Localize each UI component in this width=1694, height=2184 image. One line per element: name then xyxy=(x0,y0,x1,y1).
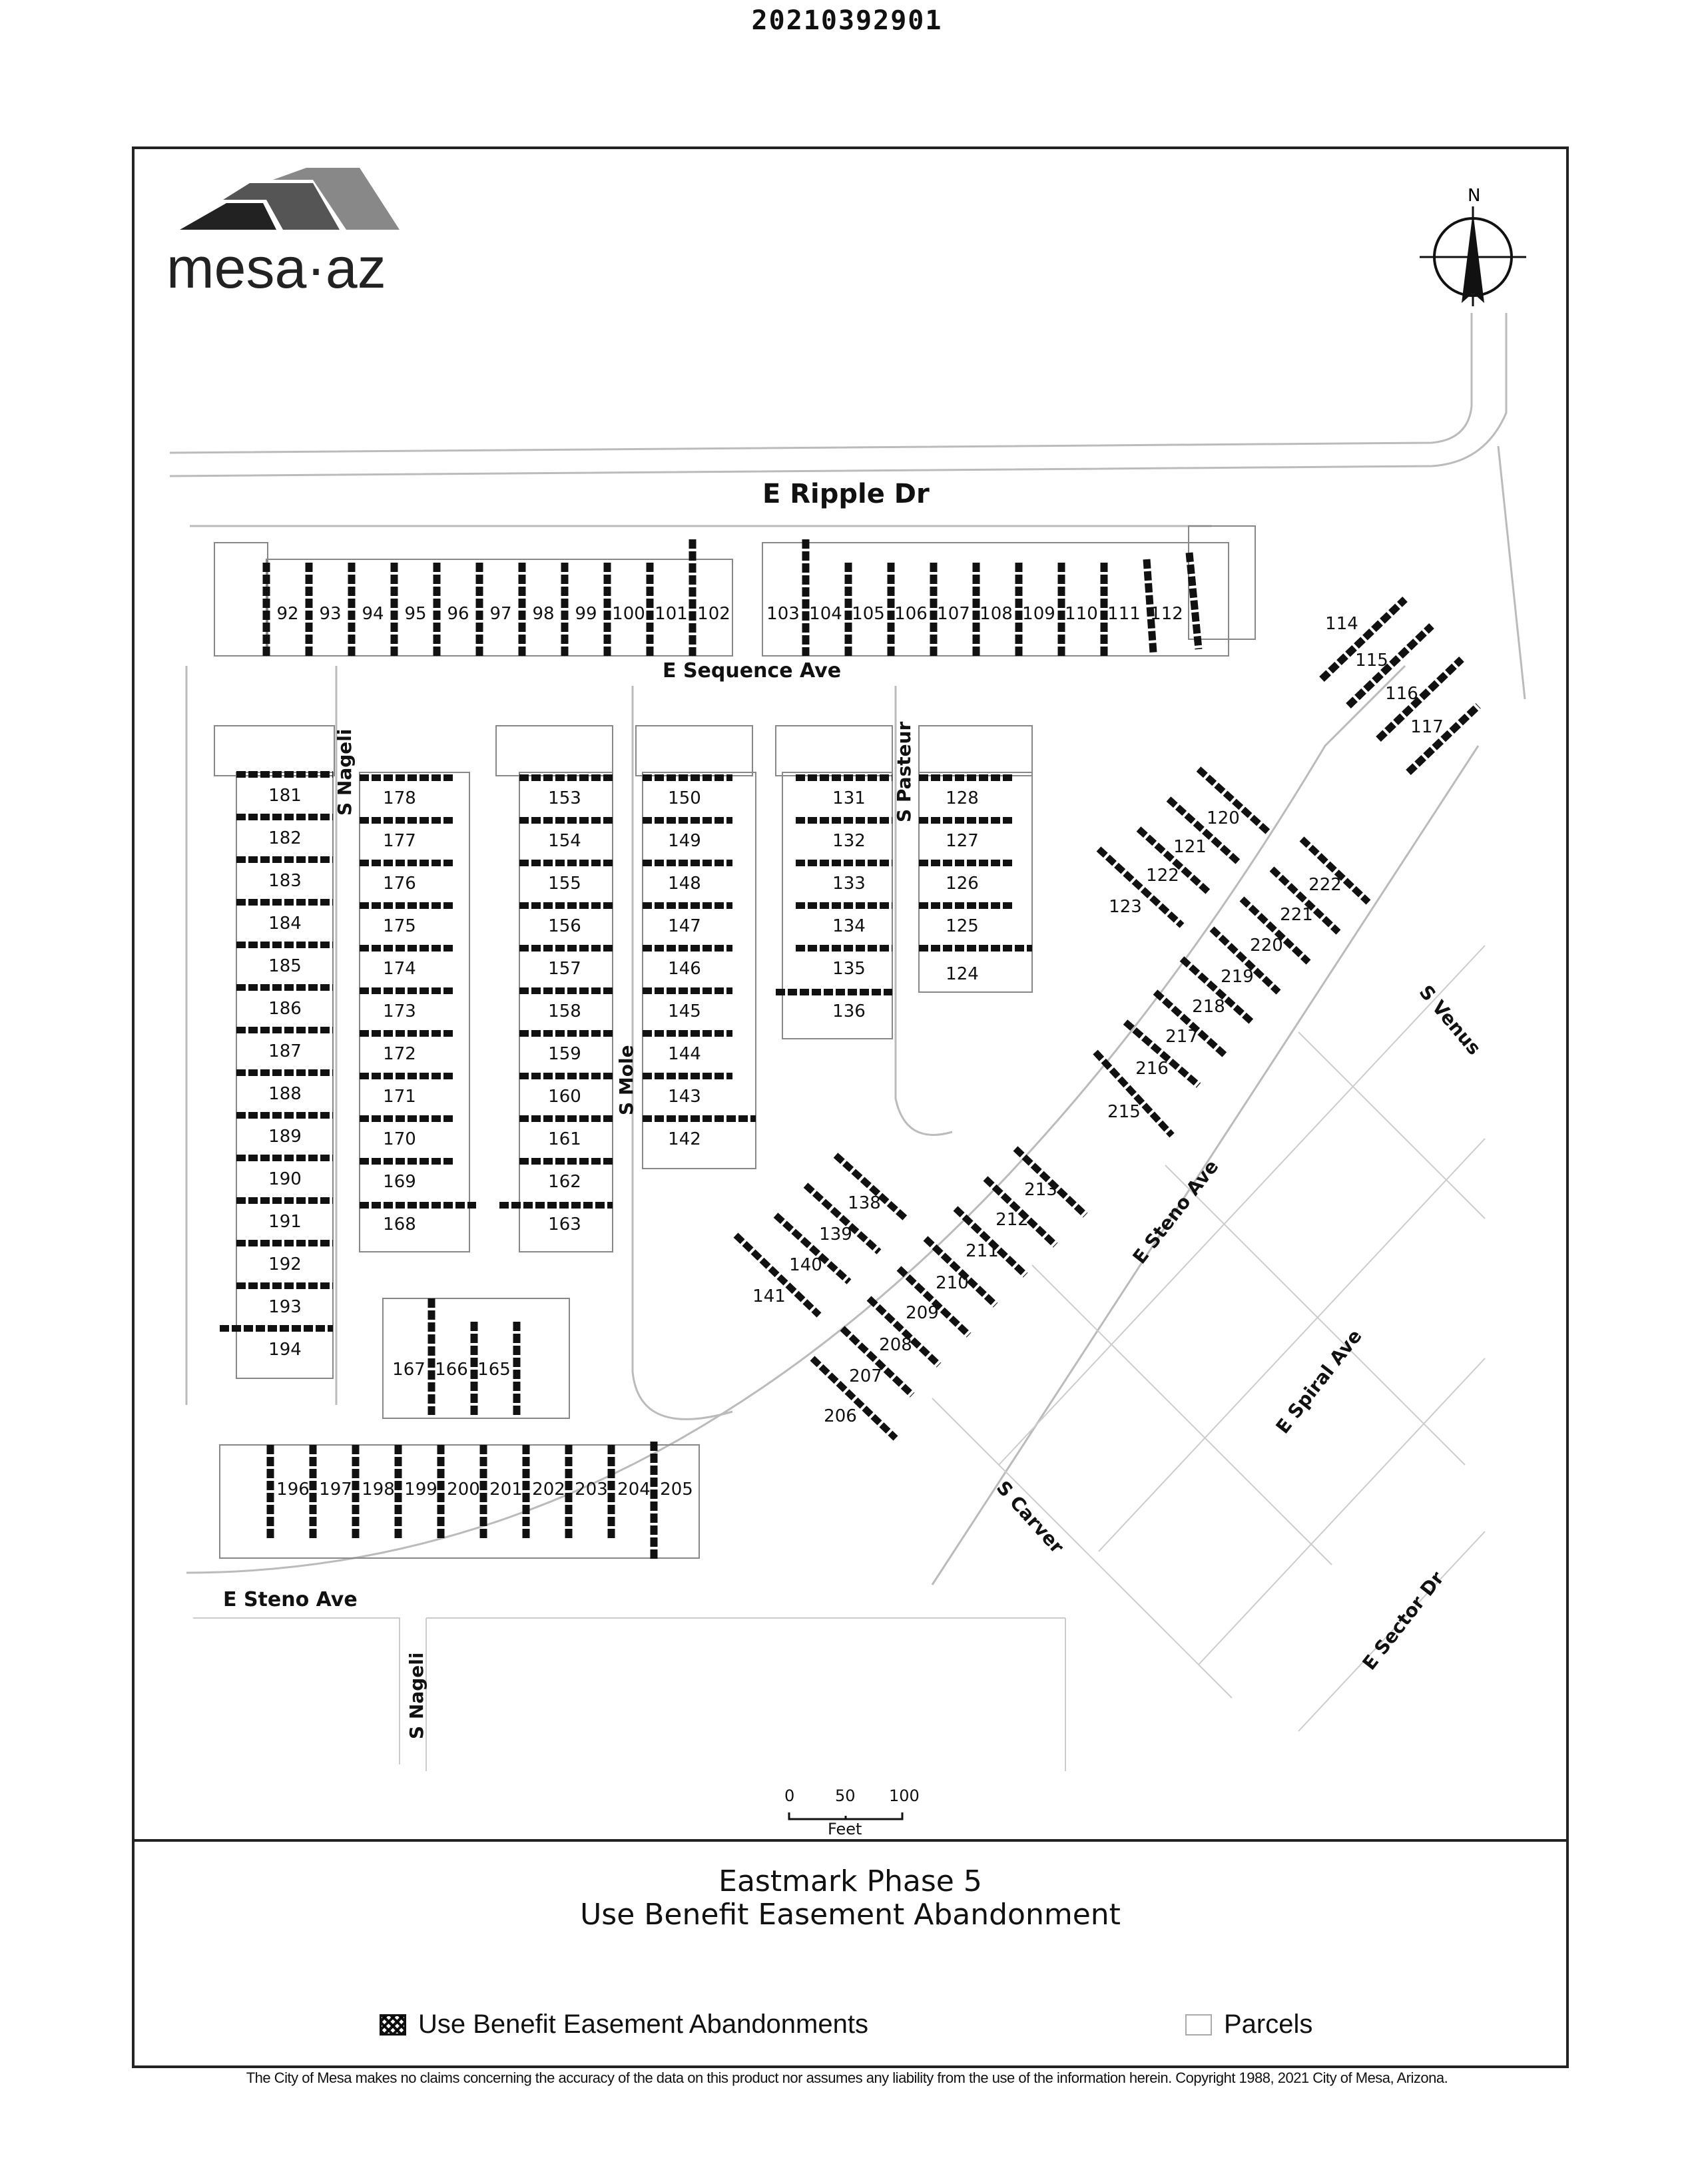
lot-label-187: 187 xyxy=(268,1041,302,1061)
lot-label-163: 163 xyxy=(548,1215,581,1234)
lot-label-124: 124 xyxy=(946,964,979,984)
lot-label-123: 123 xyxy=(1109,897,1142,917)
scale-unit: Feet xyxy=(828,1820,862,1838)
lot-label-189: 189 xyxy=(268,1127,302,1147)
lot-label-170: 170 xyxy=(383,1129,416,1149)
lot-label-108: 108 xyxy=(980,604,1013,624)
map-subtitle: Use Benefit Easement Abandonment xyxy=(580,1898,1121,1932)
lot-label-181: 181 xyxy=(268,786,302,806)
lot-label-135: 135 xyxy=(832,959,866,979)
map-title: Eastmark Phase 5 xyxy=(718,1864,982,1898)
lot-label-143: 143 xyxy=(668,1087,701,1107)
lot-label-193: 193 xyxy=(268,1297,302,1317)
lot-label-156: 156 xyxy=(548,916,581,936)
lot-label-105: 105 xyxy=(852,604,885,624)
lot-label-198: 198 xyxy=(362,1480,395,1500)
lot-label-159: 159 xyxy=(548,1044,581,1064)
lot-label-131: 131 xyxy=(832,788,866,808)
lot-label-166: 166 xyxy=(435,1360,468,1380)
lot-label-109: 109 xyxy=(1022,604,1055,624)
lot-label-184: 184 xyxy=(268,914,302,934)
lot-label-96: 96 xyxy=(447,604,469,624)
lot-label-160: 160 xyxy=(548,1087,581,1107)
lot-label-121: 121 xyxy=(1173,837,1207,857)
disclaimer: The City of Mesa makes no claims concerning the accuracy of the data on this product nor assumes any liability from the use of the information herein. Copyright 1988, 2021 City of Mesa, Arizona. xyxy=(246,2069,1448,2086)
street-s-mole: S Mole xyxy=(615,1045,637,1115)
lot-label-147: 147 xyxy=(668,916,701,936)
lot-label-110: 110 xyxy=(1065,604,1098,624)
lot-label-220: 220 xyxy=(1250,936,1283,956)
lot-label-120: 120 xyxy=(1207,808,1240,828)
lot-label-93: 93 xyxy=(319,604,342,624)
scale-tick-100: 100 xyxy=(889,1786,920,1805)
lot-label-157: 157 xyxy=(548,959,581,979)
scale-bar xyxy=(784,1786,920,1838)
lot-label-183: 183 xyxy=(268,871,302,891)
lot-label-116: 116 xyxy=(1385,684,1418,704)
lot-label-126: 126 xyxy=(946,874,979,894)
lot-label-205: 205 xyxy=(660,1480,693,1500)
lot-labels xyxy=(268,604,1444,1500)
lot-label-185: 185 xyxy=(268,956,302,976)
lot-label-169: 169 xyxy=(383,1172,416,1192)
lot-label-127: 127 xyxy=(946,831,979,851)
lot-label-112: 112 xyxy=(1150,604,1183,624)
lot-label-175: 175 xyxy=(383,916,416,936)
lot-label-222: 222 xyxy=(1308,875,1342,895)
lot-label-106: 106 xyxy=(894,604,928,624)
parcel-swatch-icon xyxy=(1185,2014,1212,2036)
street-e-ripple-dr: E Ripple Dr xyxy=(762,479,930,509)
lot-label-99: 99 xyxy=(575,604,597,624)
lot-label-128: 128 xyxy=(946,788,979,808)
lot-label-207: 207 xyxy=(849,1366,882,1386)
lot-label-221: 221 xyxy=(1280,905,1313,925)
lot-label-153: 153 xyxy=(548,788,581,808)
lot-label-162: 162 xyxy=(548,1172,581,1192)
lot-label-206: 206 xyxy=(824,1406,857,1426)
lot-label-100: 100 xyxy=(612,604,645,624)
legend-parcels xyxy=(1185,2010,1312,2040)
lot-label-191: 191 xyxy=(268,1212,302,1232)
logo-text: mesa·az xyxy=(166,236,386,300)
street-s-pasteur: S Pasteur xyxy=(893,721,915,822)
hatch-swatch-icon xyxy=(380,2014,406,2036)
street-s-venus: S Venus xyxy=(1414,981,1486,1059)
lot-label-168: 168 xyxy=(383,1215,416,1234)
lot-label-174: 174 xyxy=(383,959,416,979)
lot-label-149: 149 xyxy=(668,831,701,851)
lot-label-210: 210 xyxy=(936,1273,969,1293)
lot-label-173: 173 xyxy=(383,1001,416,1021)
lot-label-177: 177 xyxy=(383,831,416,851)
lot-label-194: 194 xyxy=(268,1340,302,1360)
lot-label-203: 203 xyxy=(575,1480,608,1500)
mesa-logo xyxy=(166,168,400,300)
lot-label-114: 114 xyxy=(1325,614,1358,634)
lot-label-204: 204 xyxy=(617,1480,651,1500)
street-e-sequence-ave: E Sequence Ave xyxy=(663,659,842,682)
street-e-steno-ave-west: E Steno Ave xyxy=(223,1588,358,1611)
lot-label-138: 138 xyxy=(848,1193,881,1213)
lot-label-216: 216 xyxy=(1135,1059,1169,1079)
lot-label-92: 92 xyxy=(276,604,299,624)
street-e-spiral-ave: E Spiral Ave xyxy=(1271,1325,1366,1438)
lot-label-144: 144 xyxy=(668,1044,701,1064)
lot-label-142: 142 xyxy=(668,1129,701,1149)
street-e-sector-dr: E Sector Dr xyxy=(1358,1567,1449,1675)
lot-label-139: 139 xyxy=(819,1225,852,1244)
lot-label-141: 141 xyxy=(752,1286,786,1306)
lot-label-211: 211 xyxy=(966,1241,999,1261)
street-s-nageli-south: S Nageli xyxy=(406,1652,427,1739)
lot-label-172: 172 xyxy=(383,1044,416,1064)
lot-label-98: 98 xyxy=(532,604,555,624)
lot-label-158: 158 xyxy=(548,1001,581,1021)
lot-label-213: 213 xyxy=(1024,1180,1057,1200)
lot-label-150: 150 xyxy=(668,788,701,808)
lot-label-197: 197 xyxy=(319,1480,352,1500)
lot-label-192: 192 xyxy=(268,1254,302,1274)
lot-label-132: 132 xyxy=(832,831,866,851)
lot-label-133: 133 xyxy=(832,874,866,894)
lot-label-190: 190 xyxy=(268,1169,302,1189)
lot-label-136: 136 xyxy=(832,1001,866,1021)
lot-label-94: 94 xyxy=(362,604,384,624)
lot-label-103: 103 xyxy=(766,604,800,624)
lot-label-107: 107 xyxy=(937,604,970,624)
lot-label-117: 117 xyxy=(1410,717,1444,737)
lot-label-167: 167 xyxy=(392,1360,425,1380)
lot-label-202: 202 xyxy=(532,1480,565,1500)
document-number: 20210392901 xyxy=(751,5,943,36)
lot-label-161: 161 xyxy=(548,1129,581,1149)
street-s-carver: S Carver xyxy=(991,1476,1069,1558)
lot-label-178: 178 xyxy=(383,788,416,808)
lot-label-122: 122 xyxy=(1146,866,1179,886)
street-e-steno-ave-diag: E Steno Ave xyxy=(1128,1155,1223,1268)
lot-label-111: 111 xyxy=(1107,604,1141,624)
southeast-parcel-grid xyxy=(193,946,1485,1771)
lot-label-171: 171 xyxy=(383,1087,416,1107)
street-s-nageli-north: S Nageli xyxy=(334,728,356,816)
lot-label-125: 125 xyxy=(946,916,979,936)
lot-label-155: 155 xyxy=(548,874,581,894)
legend-abandonments-label: Use Benefit Easement Abandonments xyxy=(418,2010,868,2039)
lot-label-145: 145 xyxy=(668,1001,701,1021)
lot-label-208: 208 xyxy=(879,1335,912,1355)
scale-tick-50: 50 xyxy=(835,1786,856,1805)
lot-label-146: 146 xyxy=(668,959,701,979)
lot-label-102: 102 xyxy=(697,604,730,624)
legend-abandonments xyxy=(380,2010,868,2040)
lot-label-201: 201 xyxy=(489,1480,523,1500)
lot-label-176: 176 xyxy=(383,874,416,894)
lot-label-215: 215 xyxy=(1107,1102,1141,1122)
legend-parcels-label: Parcels xyxy=(1224,2010,1313,2039)
lot-label-182: 182 xyxy=(268,828,302,848)
lot-label-104: 104 xyxy=(809,604,842,624)
lot-label-199: 199 xyxy=(404,1480,437,1500)
scale-tick-0: 0 xyxy=(784,1786,795,1805)
lot-label-196: 196 xyxy=(276,1480,310,1500)
title-divider xyxy=(132,1839,1569,1842)
street-labels xyxy=(223,479,1486,1739)
north-arrow-icon xyxy=(1420,186,1526,306)
lot-label-154: 154 xyxy=(548,831,581,851)
lot-label-186: 186 xyxy=(268,999,302,1019)
lot-label-134: 134 xyxy=(832,916,866,936)
lot-label-217: 217 xyxy=(1165,1027,1199,1047)
lot-label-188: 188 xyxy=(268,1084,302,1104)
lot-label-218: 218 xyxy=(1192,997,1225,1017)
lot-label-95: 95 xyxy=(404,604,427,624)
lot-label-165: 165 xyxy=(477,1360,511,1380)
lot-label-140: 140 xyxy=(789,1255,822,1275)
lot-label-115: 115 xyxy=(1355,651,1388,671)
lot-label-101: 101 xyxy=(655,604,688,624)
lot-label-200: 200 xyxy=(447,1480,480,1500)
lot-label-148: 148 xyxy=(668,874,701,894)
lot-label-219: 219 xyxy=(1221,967,1254,987)
lot-label-212: 212 xyxy=(995,1210,1029,1230)
north-label: N xyxy=(1468,186,1481,206)
lot-label-97: 97 xyxy=(489,604,512,624)
lot-label-209: 209 xyxy=(906,1303,939,1323)
